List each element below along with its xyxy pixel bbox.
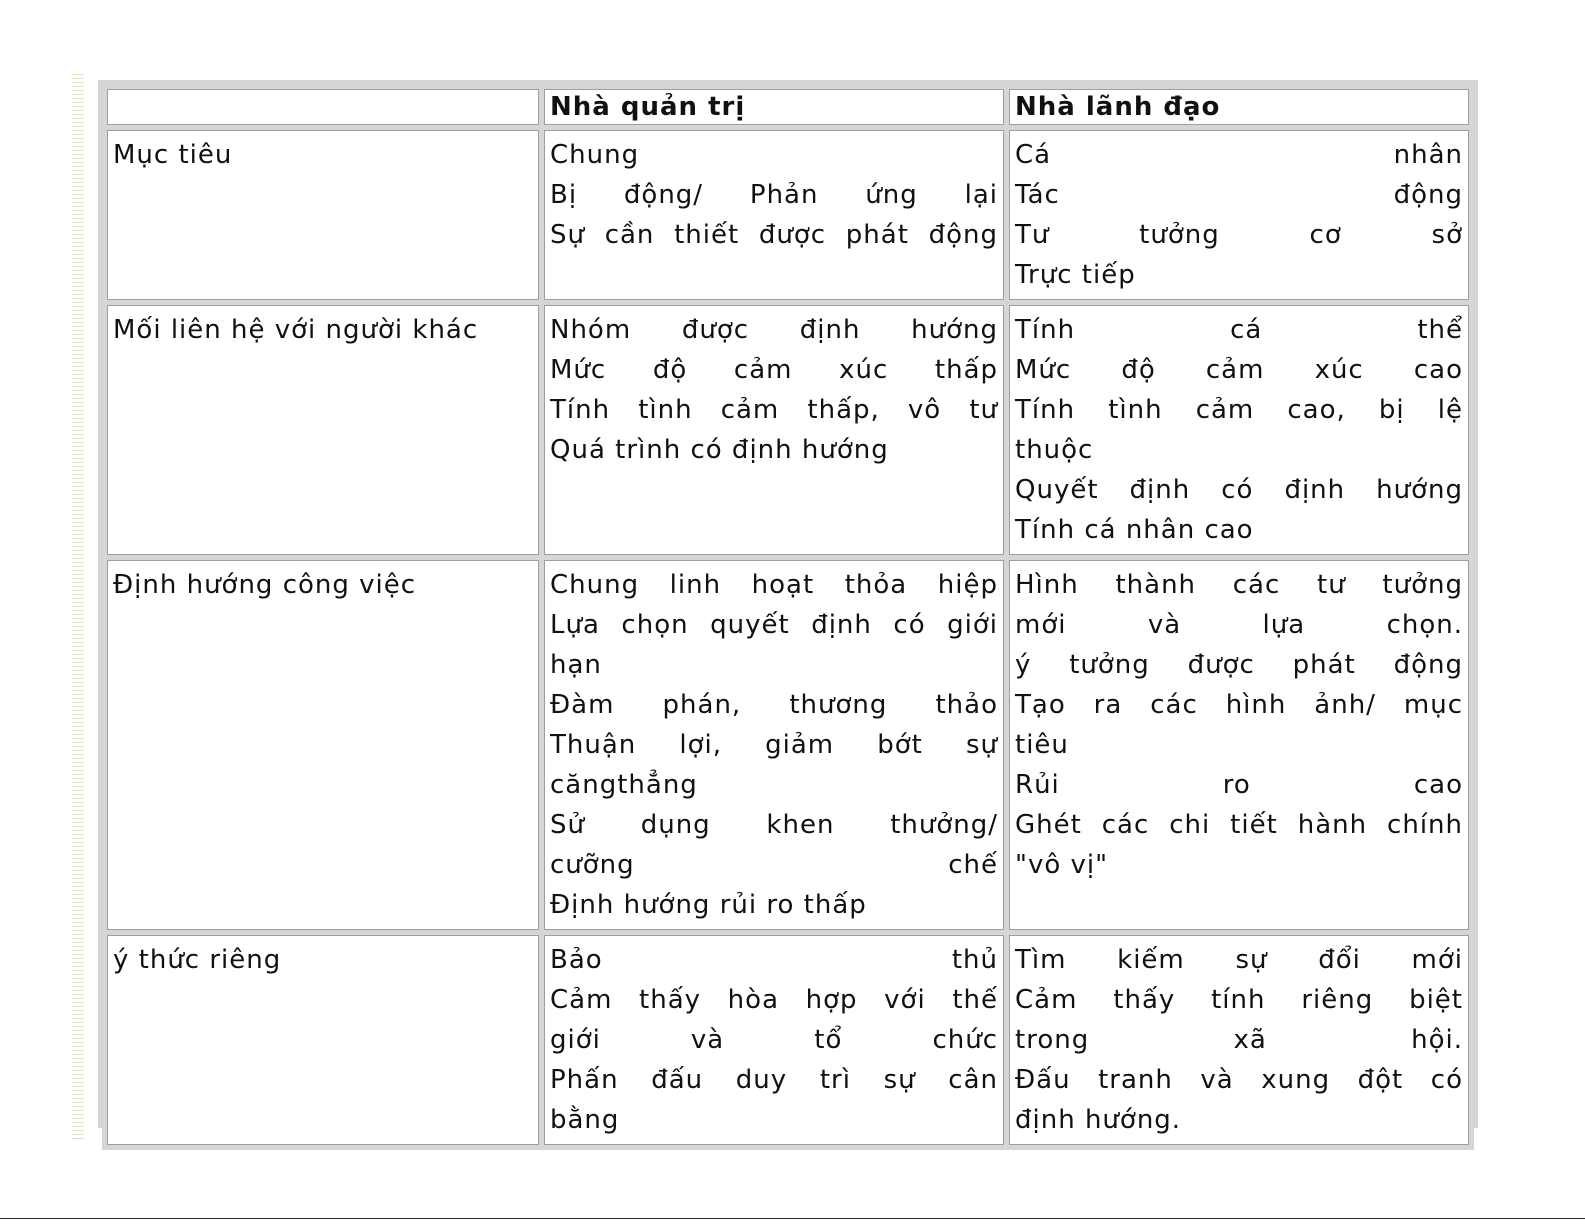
manager-cell: [544, 305, 1004, 555]
cell-line: Cảm thấy tính riêng biệt: [1015, 985, 1463, 1015]
comparison-table: [102, 84, 1474, 1150]
table-header-row: [107, 89, 1469, 125]
cell-line: giới và tổ chức: [550, 1025, 998, 1055]
cell-line: trong xã hội.: [1015, 1025, 1463, 1055]
cell-line: mới và lựa chọn.: [1015, 610, 1463, 640]
cell-line: Chung: [550, 140, 640, 170]
cell-line: Tính tình cảm thấp, vô tư: [550, 395, 998, 425]
cell-line: Tạo ra các hình ảnh/ mục: [1015, 690, 1463, 720]
cell-line: tiêu: [1015, 730, 1069, 760]
cell-line: Quyết định có định hướng: [1015, 475, 1463, 505]
cell-line: Nhóm được định hướng: [550, 315, 998, 345]
cell-line: Tính cá thể: [1015, 315, 1463, 345]
cell-line: Tính cá nhân cao: [1015, 515, 1254, 545]
cell-line: Tác động: [1015, 180, 1463, 210]
leader-cell: [1009, 935, 1469, 1145]
cell-line: Lựa chọn quyết định có giới: [550, 610, 998, 640]
manager-cell: [544, 130, 1004, 300]
cell-line: hạn: [550, 650, 602, 680]
cell-line: "vô vị": [1015, 850, 1109, 880]
cell-line: Sử dụng khen thưởng/: [550, 810, 998, 840]
cell-line: Đàm phán, thương thảo: [550, 690, 998, 720]
table-row: [107, 305, 1469, 555]
cell-line: Sự cần thiết được phát động: [550, 220, 998, 250]
cell-line: căngthẳng: [550, 770, 698, 800]
manager-cell: [544, 935, 1004, 1145]
row-label: Mối liên hệ với người khác: [107, 305, 539, 555]
cell-line: ý tưởng được phát động: [1015, 650, 1463, 680]
cell-line: Quá trình có định hướng: [550, 435, 889, 465]
cell-line: thuộc: [1015, 435, 1094, 465]
row-label: Định hướng công việc: [107, 560, 539, 930]
leader-cell: [1009, 560, 1469, 930]
row-label: Mục tiêu: [107, 130, 539, 300]
cell-line: Rủi ro cao: [1015, 770, 1463, 800]
cell-line: cưỡng chế: [550, 850, 998, 880]
cell-line: Mức độ cảm xúc thấp: [550, 355, 998, 385]
header-leader: Nhà lãnh đạo: [1009, 89, 1469, 125]
bottom-divider: [0, 1218, 1585, 1219]
cell-line: Bảo thủ: [550, 945, 998, 975]
comparison-table-frame: [98, 80, 1478, 1135]
cell-line: Thuận lợi, giảm bớt sự: [550, 730, 998, 760]
table-row: [107, 935, 1469, 1145]
header-manager: Nhà quản trị: [544, 89, 1004, 125]
table-row: [107, 560, 1469, 930]
cell-line: Cảm thấy hòa hợp với thế: [550, 985, 998, 1015]
manager-cell: [544, 560, 1004, 930]
header-empty-cell: [107, 89, 539, 125]
cell-line: Định hướng rủi ro thấp: [550, 890, 867, 920]
cell-line: Hình thành các tư tưởng: [1015, 570, 1463, 600]
cell-line: Phấn đấu duy trì sự cân: [550, 1065, 998, 1095]
cell-line: Mức độ cảm xúc cao: [1015, 355, 1463, 385]
table-row: [107, 130, 1469, 300]
leader-cell: [1009, 305, 1469, 555]
cell-line: định hướng.: [1015, 1105, 1182, 1135]
cell-line: Bị động/ Phản ứng lại: [550, 180, 998, 210]
cell-line: Tư tưởng cơ sở: [1015, 220, 1463, 250]
cell-line: Đấu tranh và xung đột có: [1015, 1065, 1463, 1095]
leader-cell: [1009, 130, 1469, 300]
cell-line: Tính tình cảm cao, bị lệ: [1015, 395, 1463, 425]
row-label: ý thức riêng: [107, 935, 539, 1145]
left-margin-rule: [72, 74, 84, 1140]
cell-line: Cá nhân: [1015, 140, 1463, 170]
cell-line: Ghét các chi tiết hành chính: [1015, 810, 1463, 840]
cell-line: bằng: [550, 1105, 620, 1135]
cell-line: Chung linh hoạt thỏa hiệp: [550, 570, 998, 600]
cell-line: Tìm kiếm sự đổi mới: [1015, 945, 1463, 975]
cell-line: Trực tiếp: [1015, 260, 1136, 290]
